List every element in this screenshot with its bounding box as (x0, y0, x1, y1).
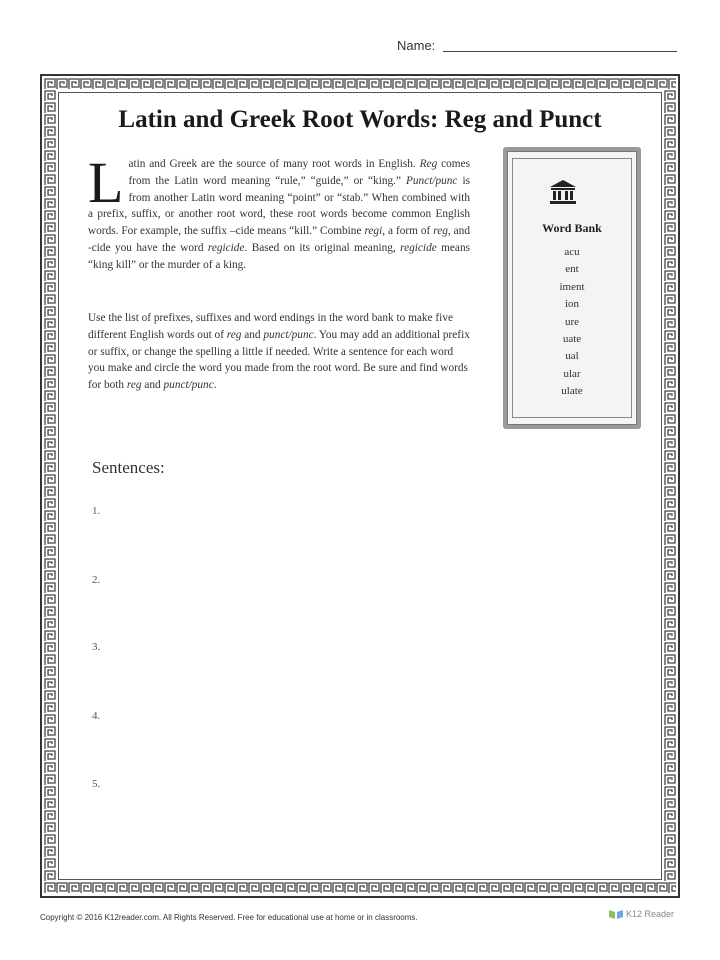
intro-text: . Based on its original meaning, (244, 241, 401, 254)
sentence-number: 2. (92, 574, 101, 586)
word-bank-item: ion (564, 298, 580, 311)
intro-text-italic: regicide (400, 241, 437, 254)
intro-text-italic: Punct/punc (406, 174, 458, 187)
instructions-text-italic: reg (126, 379, 142, 392)
greek-key-border-left (44, 90, 56, 882)
instructions-text-italic: punct/punc (163, 379, 214, 392)
word-bank-item: iment (559, 280, 585, 293)
sentence-number: 1. (92, 505, 101, 517)
worksheet-title: Latin and Greek Root Words: Reg and Punct (118, 106, 602, 133)
word-bank-title: Word Bank (542, 221, 602, 235)
intro-text: , and -cide you have the word (88, 225, 470, 254)
instructions-text: . (213, 379, 217, 392)
intro-text: means “king kill” or the murder of a king. (88, 241, 470, 271)
drop-cap: L (88, 150, 124, 215)
greek-key-border-bottom (44, 882, 676, 894)
word-bank-item: ual (565, 350, 579, 363)
instructions-text-italic: punct/punc (263, 328, 314, 341)
word-bank-list (512, 244, 632, 401)
name-label: Name: (397, 38, 436, 53)
word-bank-item: ent (565, 263, 579, 276)
word-bank-item: uate (562, 333, 582, 346)
sentences-heading: Sentences: (92, 458, 165, 477)
word-bank-item: ure (564, 315, 580, 328)
intro-paragraph (88, 150, 471, 274)
intro-text: atin and Greek are the source of many root words in English. (128, 158, 420, 170)
word-bank-item: acu (564, 246, 580, 258)
instructions-paragraph (88, 310, 470, 394)
instructions-text: and (141, 379, 164, 392)
copyright-footer: Copyright © 2016 K12reader.com. All Rights Reserved. Free for educational use at home or in classrooms. (40, 913, 418, 922)
sentence-number: 3. (92, 641, 101, 653)
greek-key-border-top (44, 78, 676, 90)
temple-icon (548, 179, 578, 205)
intro-text-italic: Reg (419, 158, 438, 170)
logo-text: K12 Reader (626, 909, 675, 919)
instructions-text-italic: reg (226, 328, 242, 341)
greek-key-border-right (664, 90, 676, 882)
intro-text-italic: regicide (207, 241, 245, 254)
word-bank-item: ulate (561, 385, 583, 398)
intro-text-italic: regi (364, 225, 383, 238)
instructions-text: Use the list of prefixes, suffixes and word endings in the word bank to make five different English words out of (88, 312, 453, 341)
word-bank-item: ular (563, 367, 581, 380)
logo-book-icon (608, 908, 624, 920)
sentence-number: 5. (92, 778, 101, 790)
name-field[interactable] (443, 51, 677, 52)
intro-text: is from another Latin word meaning “point” or “stab.” When combined with a prefix, suffix, or another root word, these root words become common English words. For example, the suffix –cide means “kill.” Combine (88, 174, 471, 238)
k12reader-logo (608, 908, 674, 920)
intro-text-italic: reg (433, 225, 448, 238)
intro-text: , a form of (382, 225, 434, 238)
intro-text: comes from the Latin word meaning “rule,” “guide,” or “king.” (128, 158, 470, 187)
instructions-text: . You may add an additional prefix or suffix, or change the spelling a little if needed. Write a sentence for each word you make and circle the word you made from the root word. Be sure and find words for both (88, 328, 470, 392)
sentence-number: 4. (92, 710, 101, 722)
instructions-text: and (241, 328, 264, 341)
